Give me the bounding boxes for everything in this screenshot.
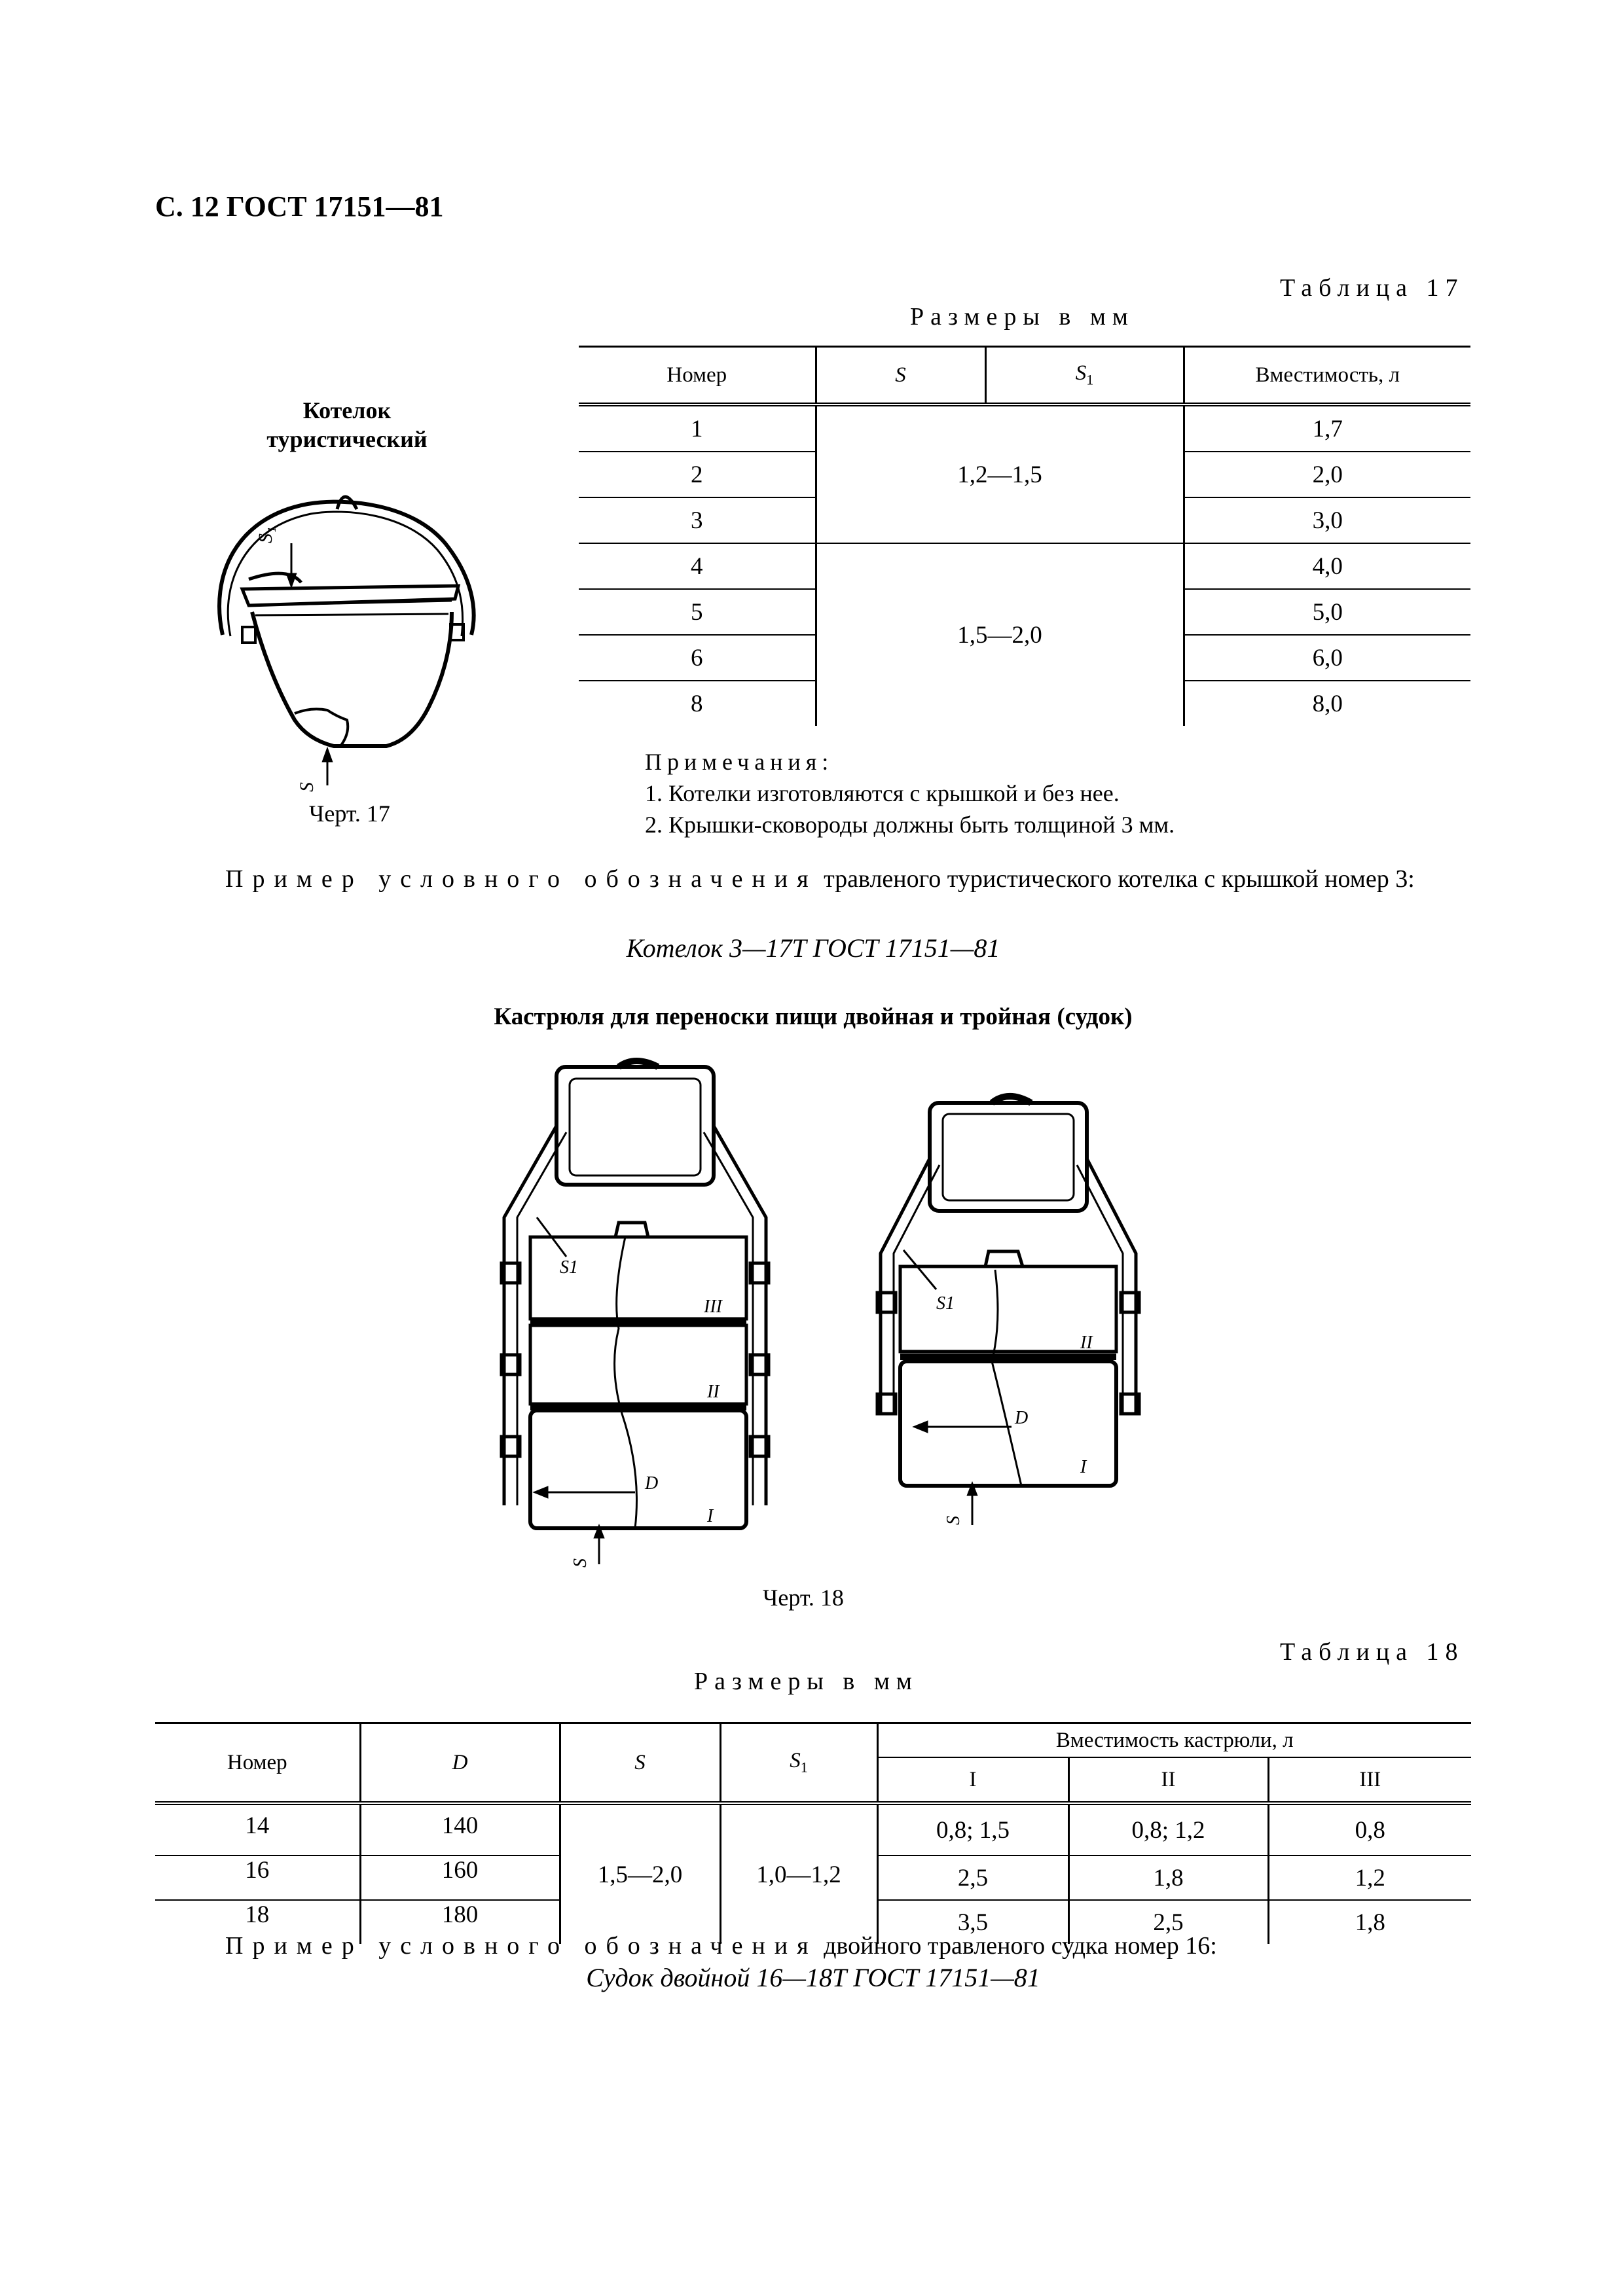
t18-row-d: 140 bbox=[360, 1803, 560, 1856]
figure17-pot-drawing bbox=[196, 458, 511, 798]
table17-dimensions: Размеры в мм bbox=[910, 303, 1135, 331]
fig18a-label-s: S bbox=[570, 1558, 591, 1568]
t17-row-capacity: 8,0 bbox=[1184, 681, 1470, 726]
t17-row-number: 4 bbox=[579, 543, 816, 589]
figure18-caption: Черт. 18 bbox=[763, 1585, 844, 1611]
fig17-label-s: S bbox=[296, 782, 318, 792]
fig18a-label-ii: II bbox=[707, 1382, 720, 1402]
t18-col-d: D bbox=[360, 1723, 560, 1804]
t17-row-number: 6 bbox=[579, 635, 816, 681]
t17-col-capacity: Вместимость, л bbox=[1184, 347, 1470, 405]
figure18-triple-drawing bbox=[478, 1047, 786, 1571]
note-item: 1. Котелки изготовляются с крышкой и без нее. bbox=[645, 780, 1120, 806]
example2-paragraph: Пример условного обозначения двойного травленого судка номер 16: bbox=[225, 1932, 1217, 1960]
t17-col-s1: $S_1$ bbox=[985, 347, 1184, 405]
t17-row-number: 5 bbox=[579, 589, 816, 635]
example2-formula: Судок двойной 16—18Т ГОСТ 17151—81 bbox=[586, 1963, 1040, 1992]
t18-row-i: 0,8; 1,5 bbox=[877, 1803, 1068, 1856]
t18-row-ii: 2,5 bbox=[1068, 1900, 1268, 1944]
t17-col-number: Номер bbox=[579, 347, 816, 405]
t18-s1-value: 1,0—1,2 bbox=[720, 1803, 877, 1944]
notes-title: Примечания: bbox=[645, 749, 834, 775]
t17-row-number: 8 bbox=[579, 681, 816, 726]
t17-row-capacity: 3,0 bbox=[1184, 497, 1470, 543]
figure17-title: Котелок туристический bbox=[266, 397, 428, 452]
t18-row-ii: 1,8 bbox=[1068, 1856, 1268, 1900]
t17-row-capacity: 6,0 bbox=[1184, 635, 1470, 681]
example1-paragraph: Пример условного обозначения травленого туристического котелка с крышкой номер 3: bbox=[225, 865, 1415, 893]
figure18-double-drawing bbox=[851, 1073, 1152, 1532]
t18-row-iii: 1,8 bbox=[1268, 1900, 1471, 1944]
t18-col-number: Номер bbox=[155, 1723, 360, 1804]
fig18b-label-i: I bbox=[1080, 1457, 1087, 1477]
example1-formula: Котелок 3—17Т ГОСТ 17151—81 bbox=[626, 933, 1000, 963]
t17-row-capacity: 1,7 bbox=[1184, 404, 1470, 452]
note-item: 2. Крышки-сковороды должны быть толщиной 3 мм. bbox=[645, 812, 1175, 838]
t18-col-s: S bbox=[560, 1723, 720, 1804]
t18-s-value: 1,5—2,0 bbox=[560, 1803, 720, 1944]
t18-col-ii: II bbox=[1068, 1757, 1268, 1803]
figure18-title: Кастрюля для переноски пищи двойная и тройная (судок) bbox=[494, 1003, 1133, 1030]
page-header: С. 12 ГОСТ 17151—81 bbox=[155, 190, 444, 223]
t18-row-d: 180 bbox=[360, 1900, 560, 1944]
t18-col-iii: III bbox=[1268, 1757, 1471, 1803]
fig18a-label-d: D bbox=[645, 1473, 659, 1494]
t17-s-group1: 1,2—1,5 bbox=[816, 404, 1184, 543]
fig18b-label-d: D bbox=[1015, 1408, 1029, 1428]
table18-label: Таблица 18 bbox=[1280, 1638, 1465, 1666]
table-18 bbox=[155, 1722, 1471, 1944]
t18-col-s1: $S_1$ bbox=[720, 1723, 877, 1804]
t17-row-number: 3 bbox=[579, 497, 816, 543]
t18-row-iii: 0,8 bbox=[1268, 1803, 1471, 1856]
t18-col-i: I bbox=[877, 1757, 1068, 1803]
t18-col-capacity: Вместимость кастрюли, л bbox=[877, 1723, 1471, 1758]
t18-row-ii: 0,8; 1,2 bbox=[1068, 1803, 1268, 1856]
fig18b-label-s1: S1 bbox=[936, 1293, 955, 1314]
fig18a-label-i: I bbox=[707, 1506, 714, 1526]
table18-dimensions: Размеры в мм bbox=[694, 1668, 919, 1695]
table-17 bbox=[579, 346, 1470, 726]
t17-row-capacity: 2,0 bbox=[1184, 452, 1470, 497]
figure17-caption: Черт. 17 bbox=[309, 800, 390, 827]
fig18a-label-s1: S1 bbox=[560, 1257, 578, 1278]
fig18b-label-s: S bbox=[943, 1516, 964, 1525]
t17-row-capacity: 4,0 bbox=[1184, 543, 1470, 589]
t17-row-number: 1 bbox=[579, 404, 816, 452]
t18-row-number: 18 bbox=[155, 1900, 360, 1944]
t18-row-i: 2,5 bbox=[877, 1856, 1068, 1900]
fig18b-label-ii: II bbox=[1080, 1333, 1093, 1353]
t18-row-i: 3,5 bbox=[877, 1900, 1068, 1944]
t17-col-s: S bbox=[816, 347, 985, 405]
t17-row-number: 2 bbox=[579, 452, 816, 497]
t18-row-number: 14 bbox=[155, 1803, 360, 1856]
notes-block bbox=[645, 746, 1175, 840]
table17-label: Таблица 17 bbox=[1280, 274, 1465, 302]
t18-row-iii: 1,2 bbox=[1268, 1856, 1471, 1900]
t17-row-capacity: 5,0 bbox=[1184, 589, 1470, 635]
t17-s-group2: 1,5—2,0 bbox=[816, 543, 1184, 726]
fig17-label-s1: S₁ bbox=[255, 526, 276, 543]
t18-row-number: 16 bbox=[155, 1856, 360, 1900]
fig18a-label-iii: III bbox=[704, 1297, 722, 1317]
t18-row-d: 160 bbox=[360, 1856, 560, 1900]
